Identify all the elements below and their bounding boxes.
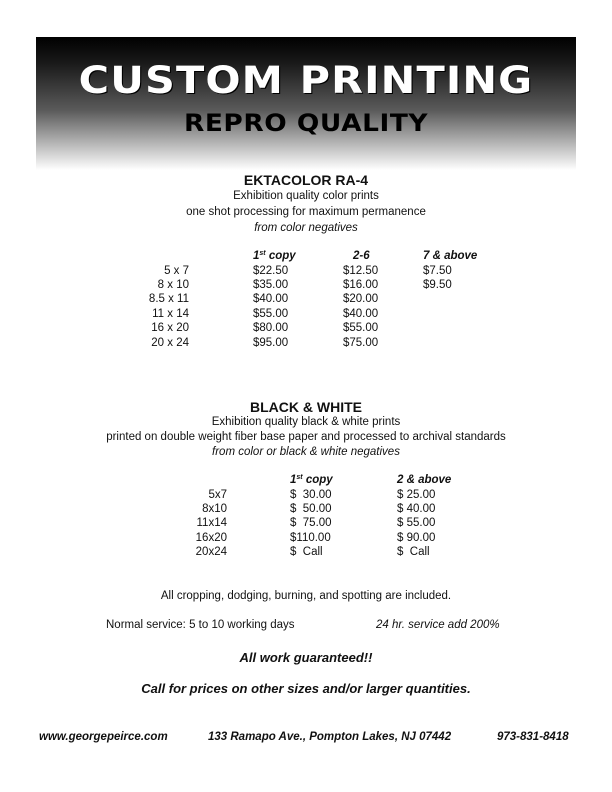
- color-row-second: $75.00: [343, 337, 379, 349]
- bw-row-second: $ 90.00: [397, 532, 436, 544]
- bw-row-size: 8x10: [202, 503, 227, 515]
- bw-desc-line-1: Exhibition quality black & white prints: [211, 416, 401, 428]
- bw-row-size: 20x24: [195, 546, 227, 558]
- color-row-first: $40.00: [253, 293, 289, 305]
- guarantee-note: All work guaranteed!!: [239, 650, 373, 665]
- bw-col-header-second: 2 & above: [397, 474, 452, 486]
- bw-desc-italic: from color or black & white negatives: [212, 446, 400, 458]
- color-row-first: $22.50: [253, 265, 289, 277]
- bw-desc-line-2: printed on double weight fiber base paper and processed to archival standards: [106, 431, 506, 443]
- rush-service-note: 24 hr. service add 200%: [376, 619, 500, 631]
- included-note: All cropping, dodging, burning, and spotting are included.: [160, 590, 452, 602]
- color-row-first: $55.00: [253, 308, 289, 320]
- color-row-first: $95.00: [253, 337, 289, 349]
- color-row-size: 16 x 20: [151, 322, 189, 334]
- header-banner: [36, 37, 576, 170]
- color-row-first: $35.00: [253, 279, 289, 291]
- color-row-size: 8 x 10: [157, 279, 189, 291]
- bw-row-size: 11x14: [196, 517, 227, 529]
- color-col-header-first: 1st copy: [253, 250, 296, 262]
- footer-phone: 973-831-8418: [497, 731, 569, 743]
- color-row-second: $12.50: [343, 265, 379, 277]
- bw-row-first: $ 30.00: [290, 489, 332, 501]
- bw-row-first: $ Call: [290, 546, 323, 558]
- bw-row-second: $ Call: [397, 546, 430, 558]
- color-desc-line-2: one shot processing for maximum permanence: [186, 206, 426, 218]
- color-row-third: $7.50: [423, 265, 452, 277]
- normal-service-note: Normal service: 5 to 10 working days: [106, 619, 295, 631]
- color-row-size: 11 x 14: [152, 308, 189, 320]
- color-row-first: $80.00: [253, 322, 289, 334]
- color-row-second: $55.00: [343, 322, 379, 334]
- bw-row-first: $110.00: [290, 532, 331, 544]
- bw-row-first: $ 75.00: [290, 517, 332, 529]
- bw-row-second: $ 40.00: [397, 503, 436, 515]
- color-row-second: $20.00: [343, 293, 379, 305]
- banner-subtitle: REPRO QUALITY: [183, 109, 429, 137]
- color-row-third: $9.50: [423, 279, 452, 291]
- banner-title: CUSTOM PRINTING: [78, 59, 534, 102]
- bw-section-heading: BLACK & WHITE: [250, 399, 362, 415]
- color-section-heading: EKTACOLOR RA-4: [243, 172, 369, 188]
- bw-row-size: 16x20: [195, 532, 227, 544]
- color-col-header-second: 2-6: [353, 250, 370, 262]
- color-row-second: $16.00: [343, 279, 379, 291]
- bw-row-second: $ 25.00: [397, 489, 436, 501]
- color-row-size: 5 x 7: [164, 265, 189, 277]
- color-col-header-third: 7 & above: [423, 250, 478, 262]
- bw-row-second: $ 55.00: [397, 517, 436, 529]
- color-desc-line-1: Exhibition quality color prints: [233, 190, 379, 202]
- call-for-prices-note: Call for prices on other sizes and/or larger quantities.: [141, 681, 471, 696]
- footer-address: 133 Ramapo Ave., Pompton Lakes, NJ 07442: [208, 731, 452, 743]
- bw-col-header-first: 1st copy: [290, 474, 333, 486]
- bw-row-first: $ 50.00: [290, 503, 332, 515]
- footer-website[interactable]: www.georgepeirce.com: [39, 731, 168, 743]
- color-row-size: 8.5 x 11: [148, 293, 189, 305]
- bw-row-size: 5x7: [208, 489, 227, 501]
- color-desc-italic: from color negatives: [254, 222, 358, 234]
- color-row-size: 20 x 24: [151, 337, 189, 349]
- color-row-second: $40.00: [343, 308, 379, 320]
